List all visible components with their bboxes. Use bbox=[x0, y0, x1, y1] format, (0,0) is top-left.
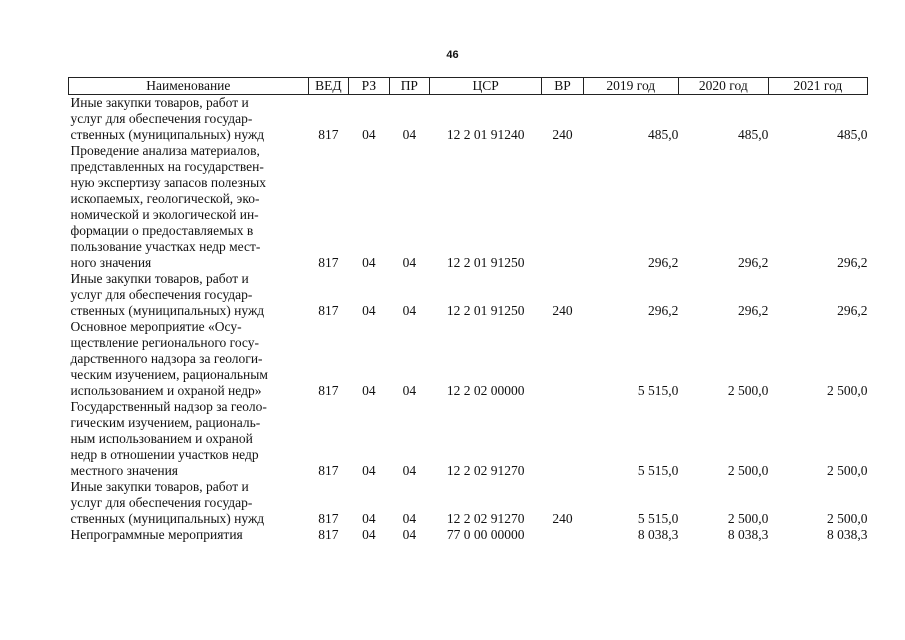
header-row bbox=[69, 78, 868, 95]
row-vr bbox=[542, 143, 583, 271]
row-name: Иные закупки товаров, работ и услуг для обеспечения государ- ственных (муниципальных) нужд bbox=[70, 271, 265, 318]
budget-table bbox=[68, 77, 868, 543]
row-csr: 12 2 02 00000 bbox=[446, 383, 525, 398]
row-csr: 12 2 01 91250 bbox=[446, 255, 525, 270]
row-pr: 04 bbox=[402, 127, 417, 142]
row-2020: 296,2 bbox=[737, 303, 769, 318]
table-body bbox=[69, 95, 868, 544]
row-2019: 8 038,3 bbox=[637, 527, 679, 542]
row-2019: 5 515,0 bbox=[637, 463, 679, 478]
row-ved: 817 bbox=[318, 463, 339, 478]
row-2021: 296,2 bbox=[837, 255, 868, 270]
header-2020: 2020 год bbox=[678, 78, 768, 95]
row-csr: 12 2 02 91270 bbox=[446, 463, 525, 478]
row-2021: 2 500,0 bbox=[827, 463, 868, 478]
row-pr: 04 bbox=[402, 463, 417, 478]
row-name: Иные закупки товаров, работ и услуг для обеспечения государ- ственных (муниципальных) нужд bbox=[70, 95, 265, 142]
row-pr: 04 bbox=[402, 527, 417, 542]
row-csr: 77 0 00 00000 bbox=[446, 527, 525, 542]
row-name: Государственный надзор за геоло- гическим изучением, рациональ- ным использованием и охраной недр в отношении участков недр местного значения bbox=[70, 399, 267, 478]
row-name: Иные закупки товаров, работ и услуг для обеспечения государ- ственных (муниципальных) нужд bbox=[70, 479, 265, 526]
row-rz: 04 bbox=[362, 255, 376, 270]
row-2019: 5 515,0 bbox=[637, 383, 679, 398]
row-csr: 12 2 01 91250 bbox=[446, 303, 525, 318]
row-ved: 817 bbox=[318, 383, 339, 398]
row-name: Основное мероприятие «Осу- ществление регионального госу- дарственного надзора за геологи- ческим изучением, рациональным использованием и охраной недр» bbox=[70, 319, 268, 398]
row-2020: 8 038,3 bbox=[727, 527, 769, 542]
row-2020: 2 500,0 bbox=[727, 463, 769, 478]
row-vr: 240 bbox=[552, 303, 573, 318]
row-2021: 485,0 bbox=[837, 127, 868, 142]
header-2021: 2021 год bbox=[768, 78, 867, 95]
table-row bbox=[69, 143, 868, 271]
row-ved: 817 bbox=[318, 303, 339, 318]
table-row bbox=[69, 95, 868, 144]
row-vr: 240 bbox=[552, 511, 573, 526]
table-header bbox=[69, 78, 868, 95]
row-2021: 296,2 bbox=[837, 303, 868, 318]
row-2019: 296,2 bbox=[647, 303, 679, 318]
row-2020: 296,2 bbox=[737, 255, 769, 270]
row-ved: 817 bbox=[318, 127, 339, 142]
row-csr: 12 2 02 91270 bbox=[446, 511, 525, 526]
row-name: Проведение анализа материалов, представленных на государствен- ную экспертизу запасов полезных ископаемых, геологической, эко- номической и экологической ин- формации о предоставляемых в пользование участках недр мест- ного значения bbox=[70, 143, 266, 270]
row-rz: 04 bbox=[362, 511, 376, 526]
row-ved: 817 bbox=[318, 511, 339, 526]
page-number: 46 bbox=[446, 49, 459, 61]
row-rz: 04 bbox=[362, 463, 376, 478]
row-2019: 485,0 bbox=[647, 127, 679, 142]
row-2021: 2 500,0 bbox=[827, 383, 868, 398]
header-2019: 2019 год bbox=[583, 78, 678, 95]
row-vr bbox=[542, 527, 583, 543]
row-vr bbox=[542, 399, 583, 479]
row-pr: 04 bbox=[402, 383, 417, 398]
row-pr: 04 bbox=[402, 511, 417, 526]
header-rz: РЗ bbox=[349, 78, 389, 95]
row-ved: 817 bbox=[318, 527, 339, 542]
table-row bbox=[69, 527, 868, 543]
row-rz: 04 bbox=[362, 383, 376, 398]
header-csr: ЦСР bbox=[430, 78, 542, 95]
row-rz: 04 bbox=[362, 303, 376, 318]
row-2020: 485,0 bbox=[737, 127, 769, 142]
header-vr: ВР bbox=[542, 78, 583, 95]
row-2019: 5 515,0 bbox=[637, 511, 679, 526]
row-name: Непрограммные мероприятия bbox=[70, 527, 243, 542]
row-rz: 04 bbox=[362, 127, 376, 142]
header-name: Наименование bbox=[69, 78, 309, 95]
row-pr: 04 bbox=[402, 255, 417, 270]
row-vr: 240 bbox=[552, 127, 573, 142]
row-csr: 12 2 01 91240 bbox=[446, 127, 525, 142]
row-2020: 2 500,0 bbox=[727, 511, 769, 526]
row-ved: 817 bbox=[318, 255, 339, 270]
header-pr: ПР bbox=[389, 78, 429, 95]
row-vr bbox=[542, 319, 583, 399]
row-2021: 2 500,0 bbox=[827, 511, 868, 526]
header-ved: ВЕД bbox=[308, 78, 348, 95]
table-row bbox=[69, 399, 868, 479]
table-row bbox=[69, 319, 868, 399]
row-2020: 2 500,0 bbox=[727, 383, 769, 398]
table-row bbox=[69, 271, 868, 319]
row-pr: 04 bbox=[402, 303, 417, 318]
row-rz: 04 bbox=[362, 527, 376, 542]
row-2021: 8 038,3 bbox=[827, 527, 868, 542]
row-2019: 296,2 bbox=[647, 255, 679, 270]
table-row bbox=[69, 479, 868, 527]
